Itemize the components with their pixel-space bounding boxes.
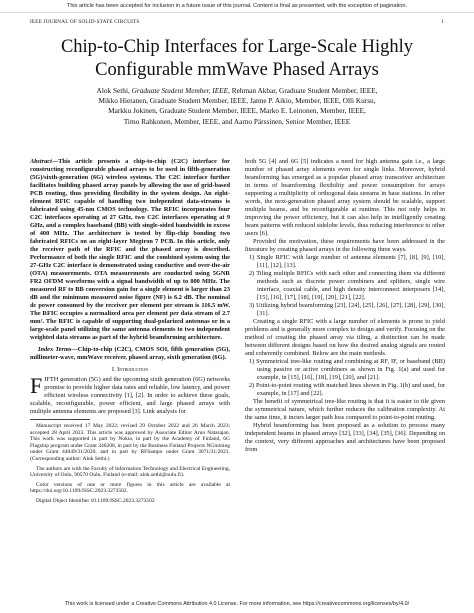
right-column [245,158,445,596]
running-header [30,18,444,26]
author-name: Alok Sethi [96,86,128,95]
author-line-1 [44,86,430,96]
intro-paragraph [30,373,230,416]
intro-text: IFTH generation (5G) and the upcoming sixth generation (6G) networks promise to provide higher data rates and reliable, low latency, and power efficient wireless connectivity [1], [2]. In order to achieve these goals, scalable, reconfigurable, power efficient, and large phased arrays with multiple antenna elements are proposed [3]. Link analysis for [30,376,230,415]
list-item: 1) Single RFIC with large number of antenna elements [7], [8], [9], [10], [11], [12], [13]. [249,254,445,269]
body-paragraph: both 5G [4] and 6G [5] indicates a need for high antenna gain i.e., a large number of phased array elements even for single links. Moreover, hybrid beamforming has emerged as a popular phased array transceiver architecture in terms of beamforming flexibility and power consumption for arrays supporting a multiplicity of orthogonal data streams in base stations. In other words, the next-generation phased array system should be scalable, support multiple beams, and be reconfigurable at runtime. This not only helps in improving the power efficiency, but it can also help in intelligently creating beam patterns with reduced sidelobe levels, thus reducing interference to other users [6]. [245,158,445,237]
list-item: 1) Symmetrical tree-like routing and combining at RF, IF, or baseband (BB) using passive or active combiners as shown in Fig. 1(a) and used for example, in [15], [16], [18], [19], [20], and [21]. [249,358,445,381]
author-membership: , Graduate Student Member, IEEE [127,86,229,95]
body-paragraph: The benefit of symmetrical tree-like routing is that it is easier to tile given the symmetrical nature, which further reduces the calibration complexity. At the same time, it incurs larger path loss compared to point-to-point routing. [245,398,445,421]
author-names: , Rehman Akbar, Graduate Student Member, IEEE, [228,86,378,95]
abstract [30,158,230,342]
abstract-lead: Abstract [30,158,52,165]
body-paragraph: Provided the motivation, these requirements have been addressed in the literature by creating phased arrays in the following three ways. [245,238,445,253]
section-heading-introduction: I. Introduction [111,366,149,373]
license-footer: This work is licensed under a Creative Commons Attribution 4.0 License. For more information, see https://creativecommons.org/licenses/by/4.0/ [64,601,410,607]
index-terms-text: —Chip-to-chip (C2C), CMOS SOI, fifth generation (5G), millimeter-wave, mmWave receiver, phased array, sixth generation (6G). [30,346,230,361]
list-item: 3) Utilizing hybrid beamforming [23], [24], [25], [26], [27], [28], [29], [30], [31]. [249,302,445,317]
body-paragraph: Creating a single RFIC with a large number of elements is prone to yield problems and is generally more complex to design and verify. Focusing on the method of creating the phased array via tiling, a distinction can be made between different designs based on how the desired analog signals are routed and coherently combined. Below are the main methods. [245,318,445,357]
author-line-3: Markku Jokinen, Graduate Student Member, IEEE, Marko E. Leinonen, Member, IEEE, [108,106,366,116]
author-line-4: Timo Rahkonen, Member, IEEE, and Aarno Pärssinen, Senior Member, IEEE [123,116,351,126]
footnote-manuscript: Manuscript received 17 May 2022; revised 29 October 2022 and 26 March 2023; accepted 28 April 2023. This article was approved by Associate Editor Arun Natarajan. This work was supported in part by Nokia, in part by the Academy of Finland, 6G Flagship program under Grant 346208, in part by the Business Finland Projects NGmining under Grant 44049/31/2020, and in part by RFSampo under Grant 3071/31/2021. (Corresponding author: Alok Sethi.) [30,423,230,462]
index-terms [30,346,230,362]
body-paragraph: Hybrid beamforming has been proposed as a solution to process many independent beams in phased arrays [32], [33], [34], [35], [36]. Depending on the context, very different approaches and architectures have been proposed from [245,422,445,453]
author-line-2: Mikko Hietanen, Graduate Student Member, IEEE, Janne P. Aikio, Member, IEEE, Olli Kursu, [98,96,376,106]
footnote-doi: Digital Object Identifier 10.1109/JSSC.2023.3273502 [36,497,155,504]
journal-name: IEEE JOURNAL OF SOLID-STATE CIRCUITS [30,19,140,25]
page-number: 1 [441,19,444,25]
list-item: 2) Point-to-point routing with matched lines shown in Fig. 1(b) and used, for example, in [17] and [22]. [249,382,445,397]
footnote-rule [30,419,90,420]
list-item: 2) Tiling multiple RFICs with each other and connecting them via different methods such as discrete power combiners and splitters, single wire interface, coaxial cable, and high density interconnect interposers [14], [15], [16], [17], [18], [19], [20], [21], [22]. [249,270,445,301]
drop-cap: F [30,373,43,398]
left-column [30,158,230,596]
acceptance-banner: This article has been accepted for inclusion in a future issue of this journal. Content is final as presented, with the exception of pagination. [0,0,474,13]
footnote-affiliation: The authors are with the Faculty of Information Technology and Electrical Engineering, University of Oulu, 90570 Oulu, Finland (e-mail: alok.sethi@oulu.fi). [30,465,230,479]
index-terms-lead: Index Terms [38,346,72,353]
paper-title: Chip-to-Chip Interfaces for Large-Scale Highly Configurable mmWave Phased Arrays [60,37,414,80]
abstract-text: —This article presents a chip-to-chip (C2C) interface for constructing reconfigurable phased arrays to be used in fifth-generation (5G)/sixth-generation (6G) wireless systems. The C2C interface further facilitates building phased array panels by allowing the use of grid-based PCB routing, thus providing flexibility in the system design. An eight-element RFIC capable of handling two independent data-streams is fabricated using 45-nm CMOS technology. The RFIC incorporates four C2C interfaces operating at 27 GHz, two C2C interfaces operating at 9 GHz, and a complex baseband (BB) with single-sided bandwidth in excess of 400 MHz. The architecture is tested by flip-chip bonding two fabricated RFICs on an eight-layer Megtron 7 PCB. In this article, only the receiver path of the RFIC and the phased array is described. Performance of both the single RFIC and the combined system using the 27-GHz C2C interface is demonstrated using conductive and over-the-air (OTA) measurements. OTA measurements are conducted using 5GNR FR2 OFDM waveforms with a signal bandwidth of up to 800 MHz. The measured RF to BB conversion gain for a single element is larger than 23 dB and the minimum measured noise figure (NF) is 6.2 dB. The nominal dc power consumed by the receiver per element per stream is 116.5 mW. The RFIC occupies a normalized area per element per data stream of 2.7 mm². The RFIC is capable of supporting dual-polarized antennas or in a large-scale panel utilizing the same antenna elements to two independent weighted data streams as part of the hybrid beamforming architecture. [30,158,230,341]
author-list [44,86,430,127]
footnote-color-versions: Color versions of one or more figures in this article are available at https://doi.org/10.1109/JSSC.2023.3273502. [30,481,230,495]
